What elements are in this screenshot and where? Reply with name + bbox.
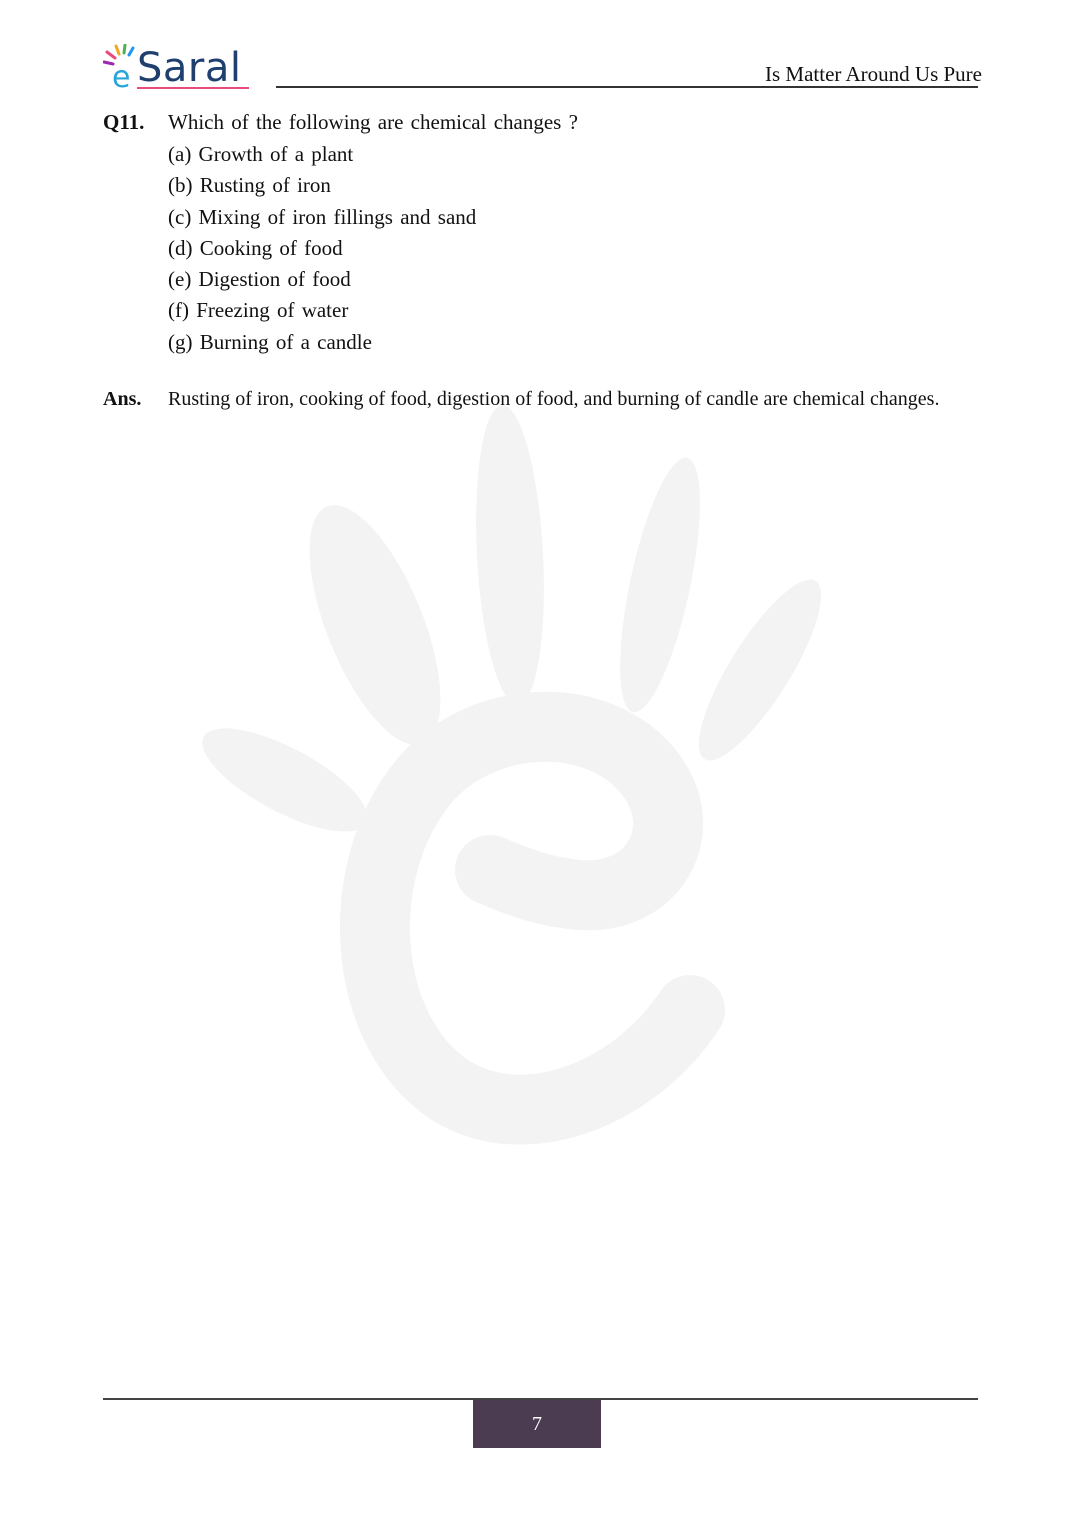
option-b: (b) Rusting of iron [168,173,331,198]
option-f: (f) Freezing of water [168,298,349,323]
option-a: (a) Growth of a plant [168,142,354,166]
logo-wordmark: Saral [137,45,242,91]
esaral-watermark-icon [190,400,850,1150]
answer-text: Rusting of iron, cooking of food, digestion of food, and burning of candle are chemical changes. [168,388,940,410]
answer-label: Ans. [103,388,142,410]
option-d: (d) Cooking of food [168,235,343,260]
options-list [168,141,476,360]
question-label: Q11. [103,110,145,134]
question-text: Which of the following are chemical changes ? [168,110,578,134]
svg-text:e: e [112,60,131,94]
header-divider [276,86,978,88]
option-e: (e) Digestion of food [168,267,351,292]
option-g: (g) Burning of a candle [168,329,372,354]
chapter-title: Is Matter Around Us Pure [765,62,982,86]
page-number: 7 [473,1400,601,1448]
option-c: (c) Mixing of iron fillings and sand [168,204,477,229]
